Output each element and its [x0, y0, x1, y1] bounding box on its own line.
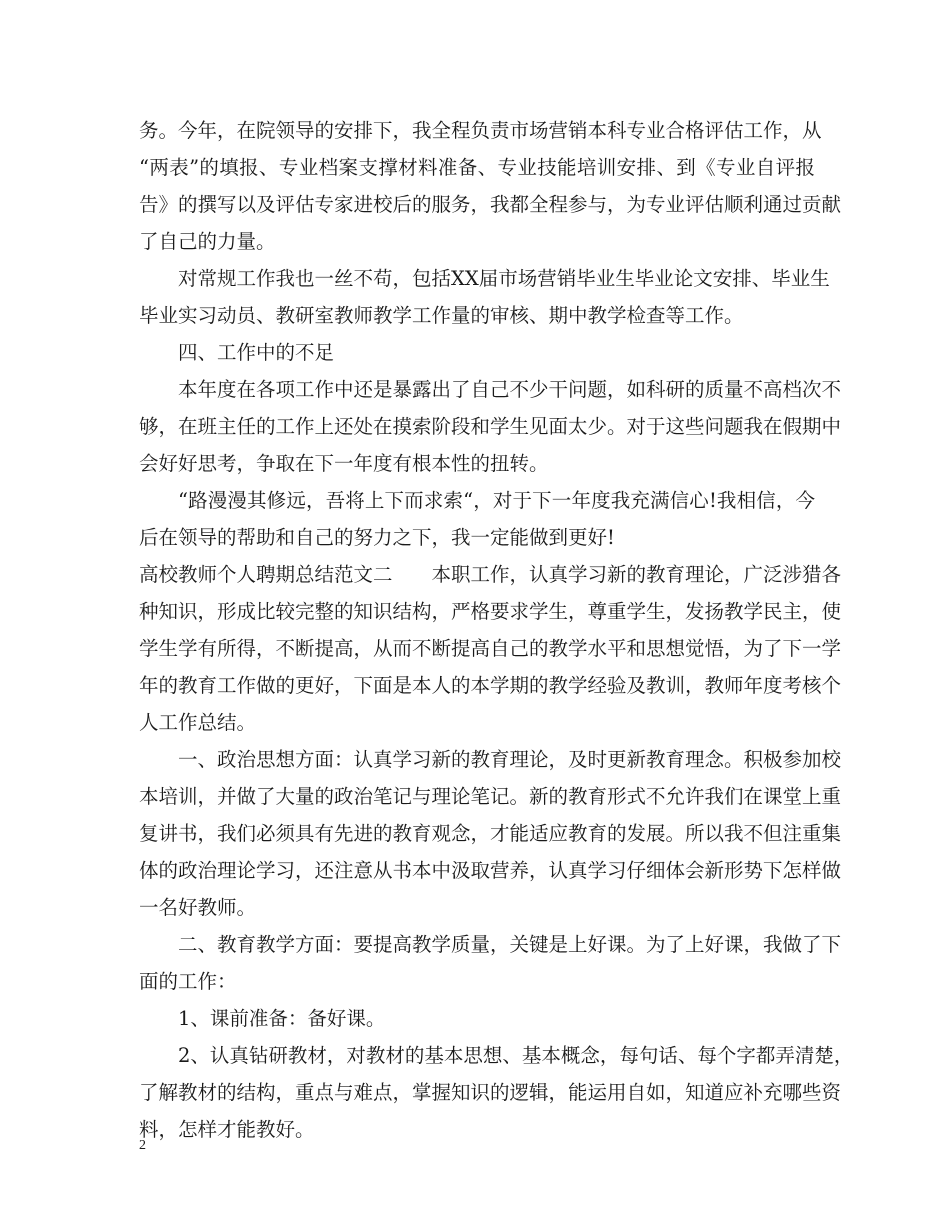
text-line: 1、课前准备：备好课。	[178, 1007, 386, 1030]
page-number: 2	[139, 1138, 146, 1153]
text-line: 对常规工作我也一丝不苟，包括XX届市场营销毕业生毕业论文安排、毕业生	[178, 267, 830, 290]
text-line: 年的教育工作做的更好，下面是本人的本学期的教学经验及教训，教师年度考核个	[139, 674, 842, 697]
text-line: “两表”的填报、专业档案支撑材料准备、专业技能培训安排、到《专业自评报	[139, 156, 815, 179]
text-line: 了自己的力量。	[139, 230, 276, 253]
text-line: 够，在班主任的工作上还处在摸索阶段和学生见面太少。对于这些问题我在假期中	[139, 415, 842, 438]
text-line: 本年度在各项工作中还是暴露出了自己不少干问题，如科研的质量不高档次不	[178, 378, 842, 401]
text-line: 毕业实习动员、教研室教师教学工作量的审核、期中教学检查等工作。	[139, 304, 744, 327]
text-line: 务。今年，在院领导的安排下，我全程负责市场营销本科专业合格评估工作，从	[139, 119, 822, 142]
text-line: 学生学有所得，不断提高，从而不断提高自己的教学水平和思想觉悟，为了下一学	[139, 637, 842, 660]
text-line: 二、教育教学方面：要提高教学质量，关键是上好课。为了上好课，我做了下	[178, 933, 842, 956]
text-line: 会好好思考，争取在下一年度有根本性的扭转。	[139, 452, 549, 475]
text-line: 了解教材的结构，重点与难点，掌握知识的逻辑，能运用自如，知道应补充哪些资	[139, 1081, 842, 1104]
text-line: “路漫漫其修远，吾将上下而求索“，对于下一年度我充满信心!我相信，今	[178, 489, 815, 512]
text-line: 四、工作中的不足	[178, 341, 335, 364]
text-line: 人工作总结。	[139, 711, 257, 734]
text-line: 体的政治理论学习，还注意从书本中汲取营养，认真学习仔细体会新形势下怎样做	[139, 859, 842, 882]
text-line: 种知识，形成比较完整的知识结构，严格要求学生，尊重学生，发扬教学民主，使	[139, 600, 842, 623]
text-line: 料，怎样才能教好。	[139, 1118, 315, 1141]
document-body	[139, 112, 854, 1148]
text-line: 复讲书，我们必须具有先进的教育观念，才能适应教育的发展。所以我不但注重集	[139, 822, 842, 845]
text-line: 2、认真钻研教材，对教材的基本思想、基本概念，每句话、每个字都弄清楚，	[178, 1044, 854, 1067]
text-line: 告》的撰写以及评估专家进校后的服务，我都全程参与，为专业评估顺利通过贡献	[139, 193, 842, 216]
text-line: 高校教师个人聘期总结范文二 本职工作，认真学习新的教育理论，广泛涉猎各	[139, 563, 842, 586]
text-line: 后在领导的帮助和自己的努力之下，我一定能做到更好!	[139, 526, 615, 549]
text-line: 面的工作：	[139, 970, 237, 993]
text-line: 本培训，并做了大量的政治笔记与理论笔记。新的教育形式不允许我们在课堂上重	[139, 785, 842, 808]
text-line: 一名好教师。	[139, 896, 257, 919]
text-line: 一、政治思想方面：认真学习新的教育理论，及时更新教育理念。积极参加校	[178, 748, 842, 771]
